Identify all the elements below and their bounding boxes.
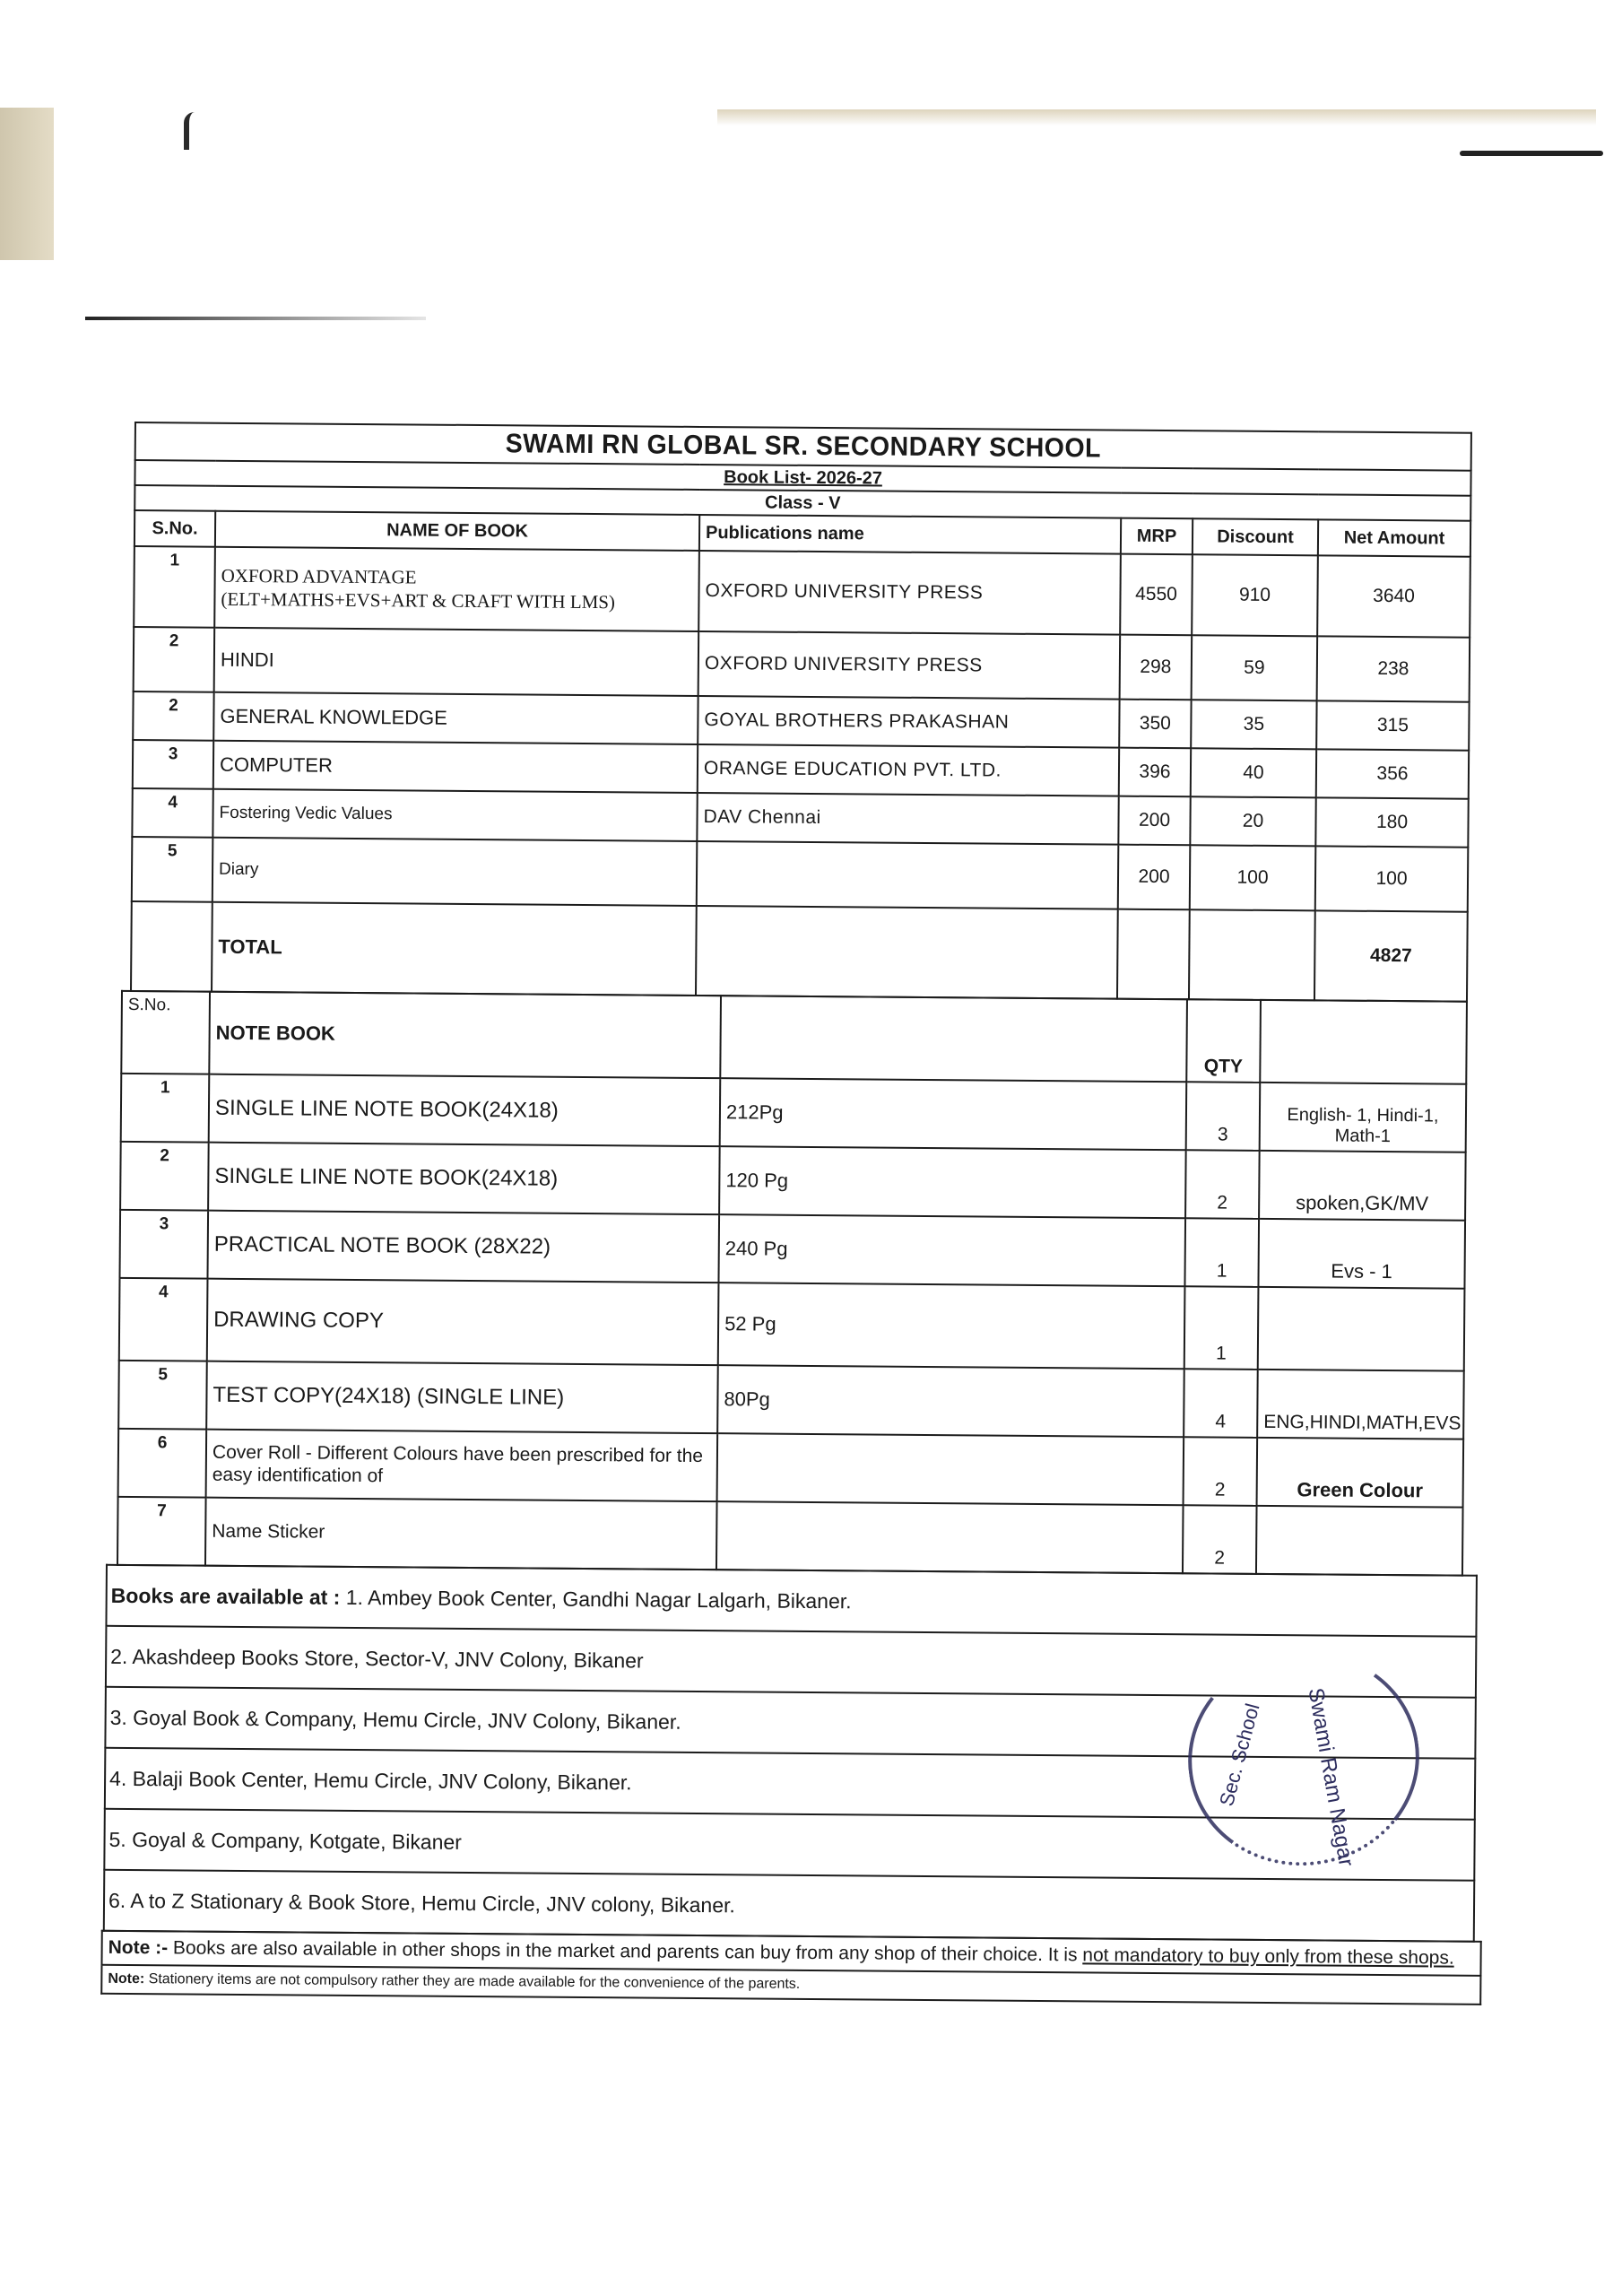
row-sno: 2 bbox=[133, 691, 213, 741]
mrp: 4550 bbox=[1120, 554, 1193, 636]
page-mark bbox=[85, 317, 426, 320]
shop-text: 1. Ambey Book Center, Gandhi Nagar Lalgarh, Bikaner. bbox=[345, 1585, 852, 1613]
shop-item bbox=[106, 1565, 1476, 1637]
net-amount: 3640 bbox=[1317, 555, 1470, 637]
notebook-name: Name Sticker bbox=[205, 1498, 717, 1570]
table-row bbox=[119, 1210, 1465, 1289]
notebook-remark: spoken,GK/MV bbox=[1259, 1151, 1466, 1221]
header-mrp: MRP bbox=[1121, 518, 1193, 555]
paper-edge-background bbox=[0, 108, 54, 260]
mrp: 200 bbox=[1118, 845, 1191, 910]
header-discount: Discount bbox=[1193, 518, 1318, 555]
notebook-name: TEST COPY(24X18) (SINGLE LINE) bbox=[206, 1361, 718, 1433]
note-text: Books are also available in other shops in the market and parents can buy from any shop of their choice. It is bbox=[168, 1937, 1083, 1966]
table-row bbox=[121, 1074, 1467, 1152]
notebook-remark: ENG,HINDI,MATH,EVS bbox=[1257, 1370, 1464, 1439]
shop-item: 4. Balaji Book Center, Hemu Circle, JNV Colony, Bikaner. bbox=[105, 1748, 1475, 1820]
table-row bbox=[120, 1142, 1466, 1221]
book-name: GENERAL KNOWLEDGE bbox=[213, 692, 698, 744]
notebook-pages: 240 Pg bbox=[718, 1214, 1185, 1286]
net-amount: 356 bbox=[1316, 749, 1469, 798]
book-name bbox=[214, 547, 699, 631]
header-name-of-book: NAME OF BOOK bbox=[215, 511, 699, 551]
empty-cell bbox=[696, 906, 1118, 999]
discount: 59 bbox=[1192, 635, 1318, 700]
mrp: 298 bbox=[1120, 635, 1193, 700]
net-amount: 315 bbox=[1316, 700, 1469, 750]
book-name-line: OXFORD ADVANTAGE bbox=[221, 564, 417, 588]
publisher: OXFORD UNIVERSITY PRESS bbox=[698, 631, 1121, 700]
book-list-table bbox=[130, 422, 1472, 1003]
book-list-title: Book List- 2026-27 bbox=[134, 460, 1470, 496]
publisher bbox=[697, 841, 1119, 909]
publisher: ORANGE EDUCATION PVT. LTD. bbox=[698, 744, 1119, 796]
notebook-pages: 212Pg bbox=[720, 1078, 1187, 1150]
row-sno: 3 bbox=[133, 740, 213, 789]
notebook-remark bbox=[1258, 1287, 1465, 1371]
row-sno: 2 bbox=[120, 1142, 209, 1211]
empty-cell bbox=[1260, 1000, 1467, 1084]
notebook-pages: 52 Pg bbox=[718, 1283, 1185, 1369]
section-title-notebook: NOTE BOOK bbox=[209, 992, 721, 1078]
paper-clip-mark bbox=[184, 112, 207, 150]
notebook-table bbox=[117, 990, 1468, 1577]
row-sno: 2 bbox=[134, 627, 215, 692]
notebook-remark: Evs - 1 bbox=[1258, 1219, 1465, 1289]
shop-item: 2. Akashdeep Books Store, Sector-V, JNV Colony, Bikaner bbox=[106, 1626, 1476, 1698]
stamp-text: Sec. School bbox=[1215, 1700, 1264, 1809]
empty-cell bbox=[720, 996, 1187, 1082]
class-label: Class - V bbox=[134, 485, 1470, 521]
book-name: COMPUTER bbox=[213, 741, 698, 793]
row-sno: 7 bbox=[117, 1497, 206, 1566]
total-label: TOTAL bbox=[212, 902, 697, 996]
row-sno: 5 bbox=[132, 837, 213, 902]
book-name: HINDI bbox=[214, 628, 699, 696]
publisher: OXFORD UNIVERSITY PRESS bbox=[698, 551, 1121, 635]
row-sno: 5 bbox=[118, 1361, 207, 1430]
row-sno: 3 bbox=[119, 1210, 208, 1279]
notebook-qty: 2 bbox=[1184, 1437, 1258, 1506]
notebook-remark: English- 1, Hindi-1, Math-1 bbox=[1260, 1083, 1467, 1152]
row-sno: 1 bbox=[134, 546, 215, 628]
notebook-remark: Green Colour bbox=[1257, 1438, 1464, 1508]
notebook-name: SINGLE LINE NOTE BOOK(24X18) bbox=[209, 1074, 721, 1146]
discount: 35 bbox=[1191, 700, 1316, 749]
notebook-name: Cover Roll - Different Colours have been prescribed for the easy identification of bbox=[206, 1430, 718, 1501]
mrp: 200 bbox=[1118, 796, 1190, 846]
notebook-pages bbox=[717, 1433, 1184, 1505]
row-sno: 1 bbox=[121, 1074, 210, 1143]
notebook-pages: 80Pg bbox=[717, 1365, 1184, 1437]
note-label: Note: bbox=[108, 1971, 145, 1987]
notebook-qty: 2 bbox=[1185, 1150, 1260, 1219]
net-amount: 180 bbox=[1315, 797, 1468, 847]
notebook-qty: 1 bbox=[1184, 1286, 1259, 1370]
row-sno: 4 bbox=[119, 1278, 208, 1361]
discount: 20 bbox=[1190, 796, 1315, 846]
empty-cell bbox=[1189, 909, 1315, 1000]
table-row bbox=[118, 1429, 1464, 1508]
table-row bbox=[119, 1278, 1465, 1371]
notebook-name: DRAWING COPY bbox=[207, 1279, 719, 1365]
row-sno: 6 bbox=[118, 1429, 207, 1498]
notebook-name: SINGLE LINE NOTE BOOK(24X18) bbox=[208, 1143, 720, 1214]
discount: 100 bbox=[1190, 845, 1316, 910]
header-qty: QTY bbox=[1186, 999, 1261, 1083]
notebook-qty: 4 bbox=[1184, 1369, 1258, 1438]
total-value: 4827 bbox=[1314, 910, 1468, 1001]
shop-row bbox=[106, 1565, 1476, 1637]
notebook-qty: 3 bbox=[1186, 1082, 1261, 1151]
page-mark bbox=[1460, 151, 1603, 156]
notebook-header-row bbox=[121, 991, 1467, 1084]
shop-item: 3. Goyal Book & Company, Hemu Circle, JNV Colony, Bikaner. bbox=[105, 1687, 1475, 1759]
net-amount: 238 bbox=[1317, 636, 1470, 701]
notebook-qty: 2 bbox=[1183, 1505, 1257, 1574]
notes-table bbox=[100, 1930, 1482, 2005]
notebook-pages bbox=[716, 1501, 1184, 1573]
note-text: Stationery items are not compulsory rather they are made available for the convenience of the parents. bbox=[144, 1971, 801, 1993]
header-sno: S.No. bbox=[134, 510, 215, 547]
notebook-qty: 1 bbox=[1184, 1218, 1259, 1287]
note-label: Note :- bbox=[108, 1936, 169, 1959]
net-amount: 100 bbox=[1315, 846, 1469, 911]
table-row bbox=[134, 627, 1470, 702]
notebook-pages: 120 Pg bbox=[719, 1146, 1186, 1218]
header-publication: Publications name bbox=[699, 515, 1121, 554]
note-underlined: not mandatory to buy only from these shops. bbox=[1082, 1944, 1454, 1969]
paper-edge-shadow bbox=[717, 109, 1596, 126]
row-sno: 4 bbox=[132, 788, 213, 838]
table-row bbox=[118, 1361, 1464, 1439]
notebook-remark bbox=[1256, 1506, 1463, 1576]
empty-cell bbox=[1117, 909, 1190, 1000]
shop-item: 6. A to Z Stationary & Book Store, Hemu Circle, JNV colony, Bikaner. bbox=[104, 1870, 1474, 1942]
book-name-line: (ELT+MATHS+EVS+ART & CRAFT WITH LMS) bbox=[221, 587, 616, 613]
table-row bbox=[117, 1497, 1463, 1576]
shop-item: 5. Goyal & Company, Kotgate, Bikaner bbox=[104, 1809, 1474, 1881]
school-name: SWAMI RN GLOBAL SR. SECONDARY SCHOOL bbox=[169, 422, 1438, 470]
empty-cell bbox=[131, 901, 213, 992]
discount: 910 bbox=[1192, 554, 1318, 636]
discount: 40 bbox=[1191, 748, 1316, 797]
header-net-amount: Net Amount bbox=[1318, 519, 1470, 556]
stamp-text: Swami Ram Nagar bbox=[1303, 1686, 1358, 1869]
total-row bbox=[131, 901, 1468, 1002]
header-sno: S.No. bbox=[121, 991, 210, 1074]
table-row bbox=[132, 837, 1469, 912]
notebook-name: PRACTICAL NOTE BOOK (28X22) bbox=[207, 1211, 719, 1283]
mrp: 396 bbox=[1119, 748, 1191, 797]
shops-intro: Books are available at : bbox=[110, 1583, 341, 1609]
mrp: 350 bbox=[1119, 700, 1191, 749]
table-row bbox=[134, 546, 1470, 638]
publisher: GOYAL BROTHERS PRAKASHAN bbox=[698, 696, 1119, 748]
book-name: Fostering Vedic Values bbox=[213, 789, 697, 841]
book-name: Diary bbox=[213, 838, 698, 906]
publisher: DAV Chennai bbox=[697, 793, 1118, 845]
